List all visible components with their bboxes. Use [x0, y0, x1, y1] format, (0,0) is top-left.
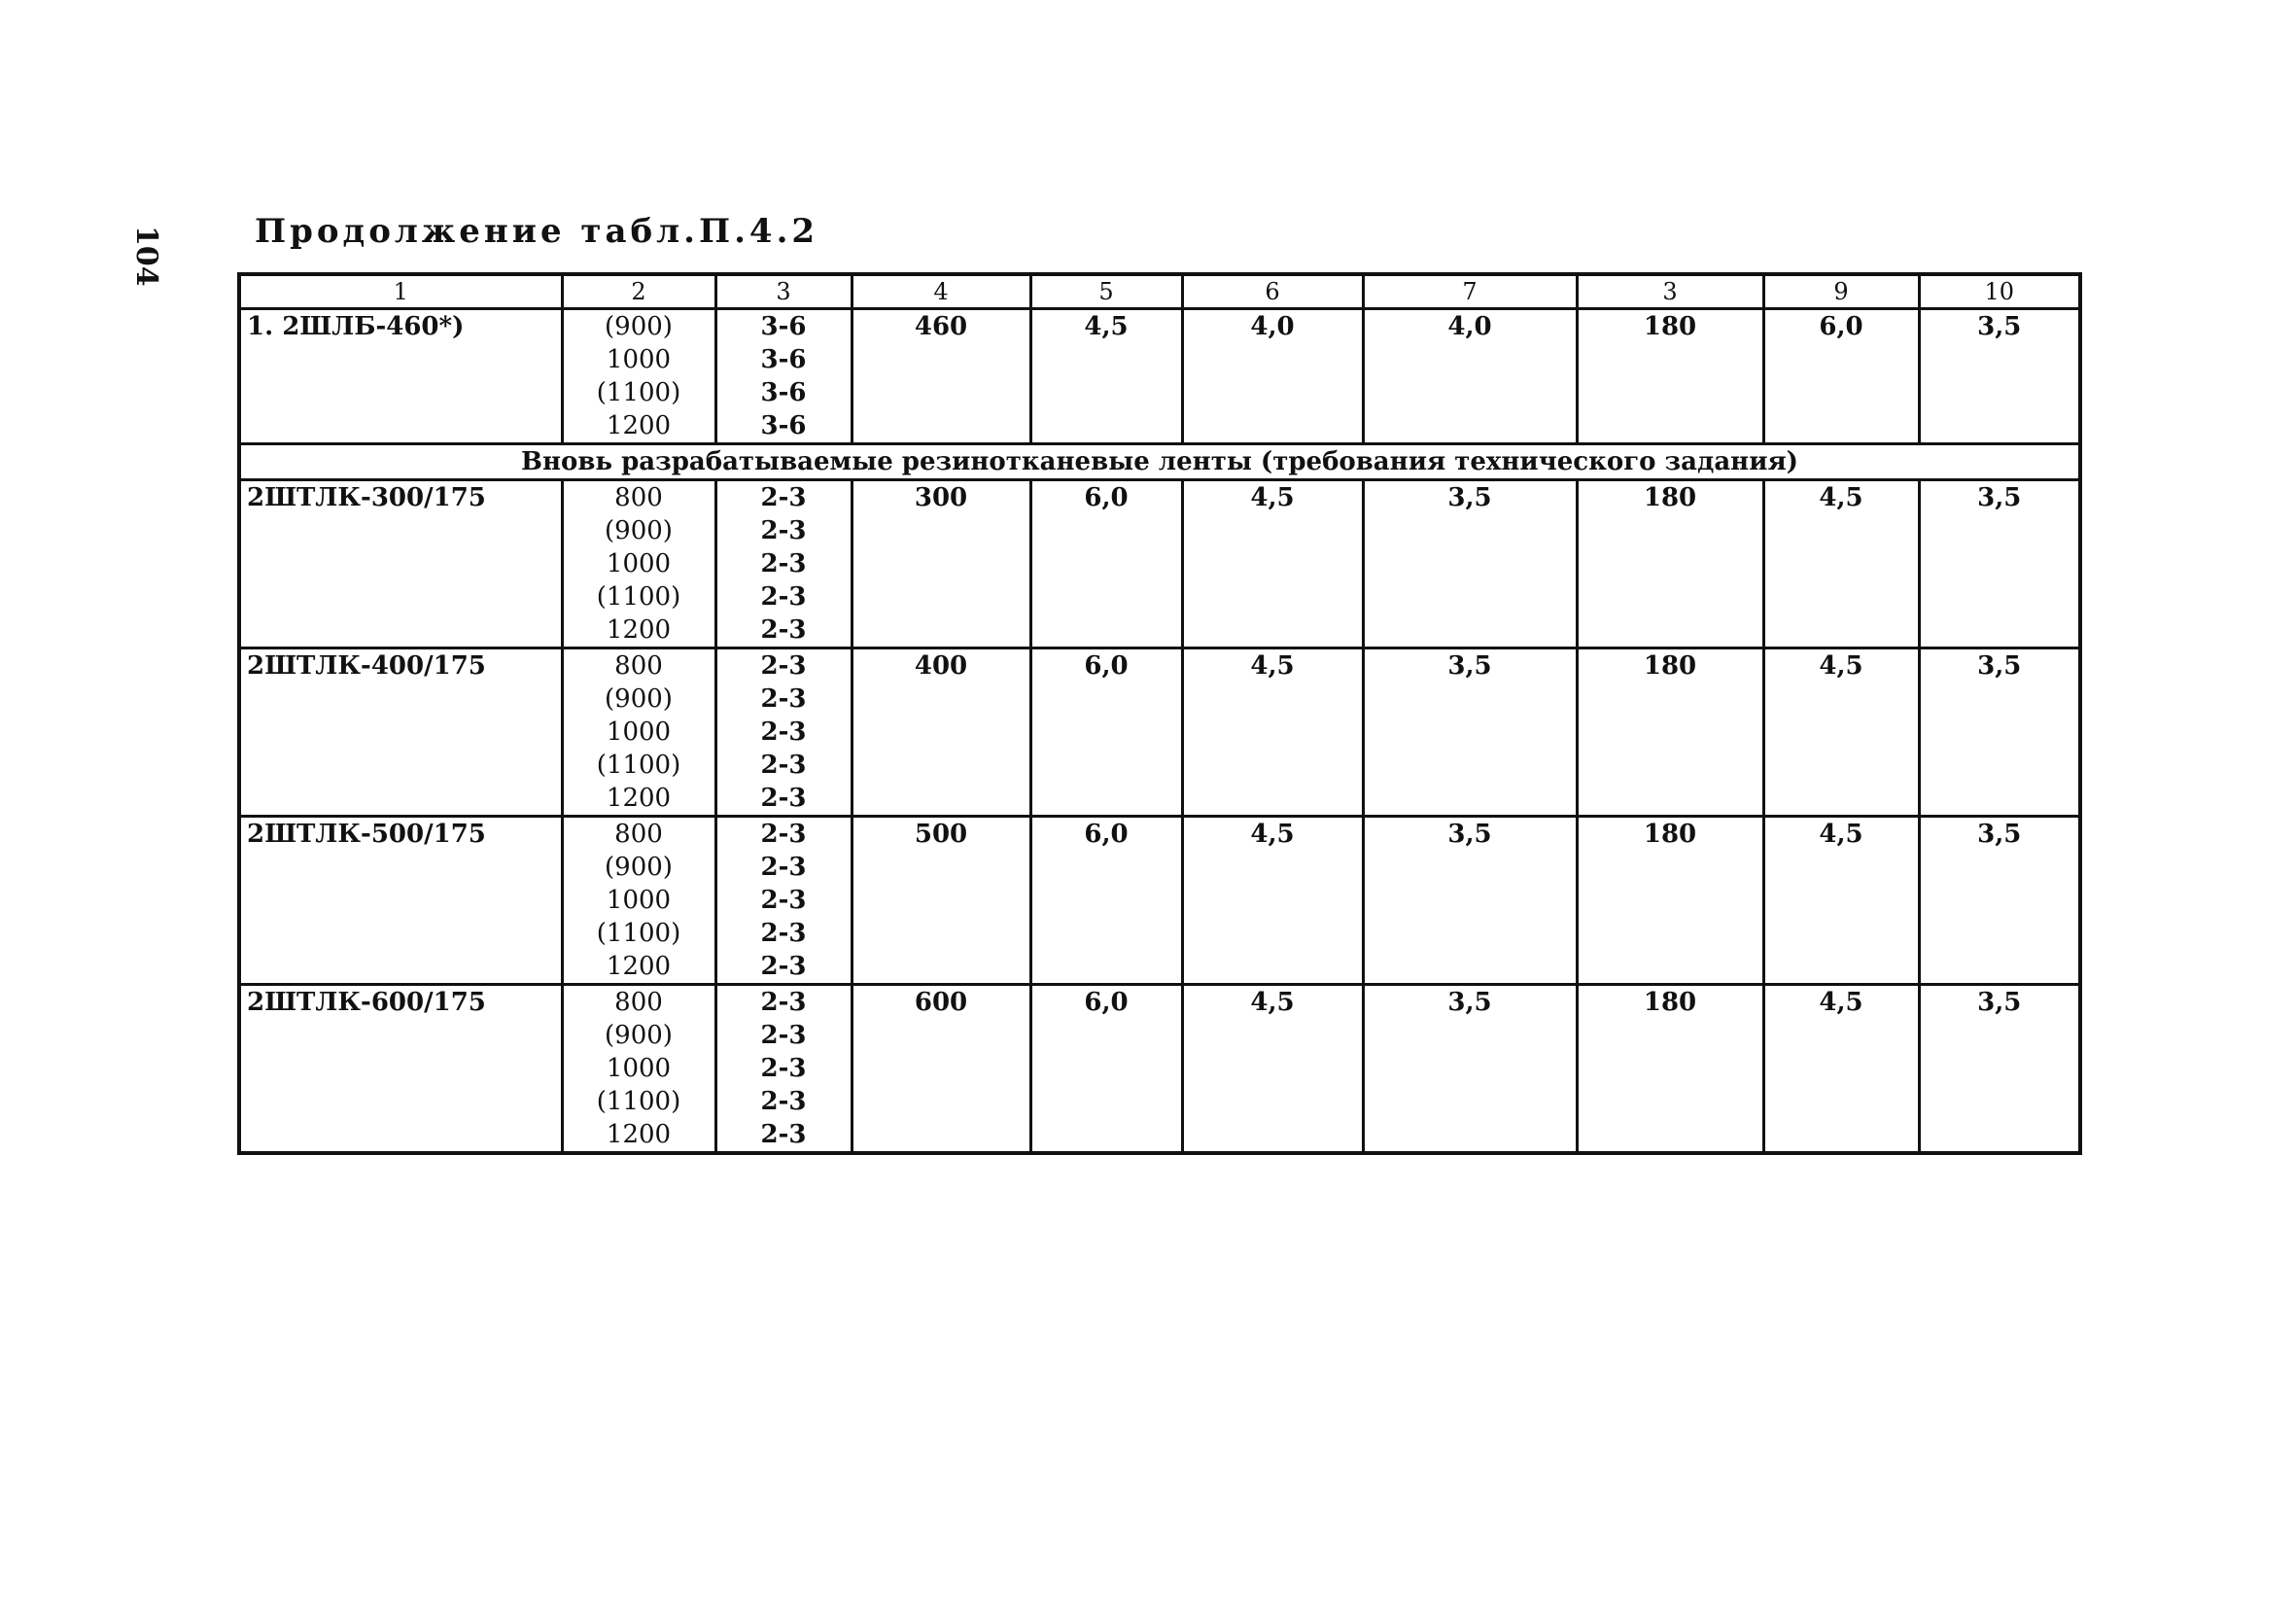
width-value: 1000	[606, 549, 672, 578]
cell-col6: 4,0	[1182, 309, 1363, 444]
plies-value: 2-3	[760, 886, 807, 915]
cell-col10: 3,5	[1919, 480, 2080, 648]
cell-col9: 4,5	[1763, 648, 1919, 817]
cell-col5: 4,5	[1030, 309, 1182, 444]
cell-col7: 3,5	[1363, 985, 1577, 1154]
plies-value: 2-3	[760, 1120, 807, 1149]
plies-value: 2-3	[760, 718, 807, 747]
cell-col9: 4,5	[1763, 817, 1919, 985]
widths-cell	[562, 480, 715, 648]
cell-col7: 4,0	[1363, 309, 1577, 444]
plies-value: 2-3	[760, 919, 807, 948]
plies-value: 2-3	[760, 1021, 807, 1050]
cell-col9: 4,5	[1763, 480, 1919, 648]
plies-value: 2-3	[760, 952, 807, 981]
width-value: 1000	[606, 345, 672, 374]
plies-value: 2-3	[760, 582, 807, 612]
cell-col4: 400	[852, 648, 1030, 817]
cell-col4: 600	[852, 985, 1030, 1154]
width-value: 1000	[606, 1054, 672, 1083]
widths-cell	[562, 817, 715, 985]
plies-cell	[715, 480, 852, 648]
widths-cell	[562, 985, 715, 1154]
data-table	[237, 272, 2082, 1155]
width-value: 1200	[606, 952, 672, 981]
plies-value: 3-6	[760, 378, 807, 407]
width-value: 1200	[606, 411, 672, 440]
belt-name-cell: 2ШТЛК-300/175	[239, 480, 562, 648]
plies-value: 2-3	[760, 1054, 807, 1083]
column-header: 6	[1182, 274, 1363, 309]
column-header: 3	[715, 274, 852, 309]
cell-col7: 3,5	[1363, 648, 1577, 817]
cell-col10: 3,5	[1919, 309, 2080, 444]
cell-col7: 3,5	[1363, 480, 1577, 648]
plies-value: 2-3	[760, 820, 807, 849]
cell-col4: 300	[852, 480, 1030, 648]
column-header: 2	[562, 274, 715, 309]
column-header: 3	[1577, 274, 1763, 309]
plies-value: 2-3	[760, 684, 807, 714]
plies-cell	[715, 817, 852, 985]
width-value: 1200	[606, 1120, 672, 1149]
width-value: 800	[614, 483, 663, 512]
section-title: Вновь разрабатываемые резинотканевые ленты (требования технического задания)	[239, 444, 2080, 480]
cell-col8: 180	[1577, 985, 1763, 1154]
cell-col5: 6,0	[1030, 985, 1182, 1154]
cell-col6: 4,5	[1182, 985, 1363, 1154]
cell-col10: 3,5	[1919, 648, 2080, 817]
width-value: (900)	[605, 1021, 673, 1050]
width-value: (1100)	[596, 378, 681, 407]
width-value: 1200	[606, 615, 672, 645]
width-value: (900)	[605, 684, 673, 714]
plies-cell	[715, 985, 852, 1154]
table-row	[239, 985, 2080, 1154]
width-value: (1100)	[596, 751, 681, 780]
belt-name-cell: 2ШТЛК-600/175	[239, 985, 562, 1154]
cell-col4: 500	[852, 817, 1030, 985]
plies-value: 3-6	[760, 411, 807, 440]
cell-col10: 3,5	[1919, 985, 2080, 1154]
widths-cell	[562, 309, 715, 444]
page-number: 104	[129, 226, 163, 287]
column-header: 9	[1763, 274, 1919, 309]
column-header: 10	[1919, 274, 2080, 309]
column-header: 1	[239, 274, 562, 309]
plies-value: 2-3	[760, 784, 807, 813]
cell-col5: 6,0	[1030, 817, 1182, 985]
width-value: (900)	[605, 853, 673, 882]
cell-col5: 6,0	[1030, 480, 1182, 648]
plies-value: 2-3	[760, 549, 807, 578]
cell-col6: 4,5	[1182, 648, 1363, 817]
cell-col8: 180	[1577, 480, 1763, 648]
plies-value: 2-3	[760, 651, 807, 681]
cell-col8: 180	[1577, 309, 1763, 444]
table-row	[239, 480, 2080, 648]
width-value: (900)	[605, 312, 673, 341]
cell-col6: 4,5	[1182, 817, 1363, 985]
cell-col9: 6,0	[1763, 309, 1919, 444]
column-header: 5	[1030, 274, 1182, 309]
width-value: (1100)	[596, 582, 681, 612]
table-row-first	[239, 309, 2080, 444]
width-value: (900)	[605, 516, 673, 545]
table-caption: Продолжение табл.П.4.2	[255, 212, 819, 251]
plies-value: 3-6	[760, 312, 807, 341]
plies-value: 2-3	[760, 853, 807, 882]
plies-value: 2-3	[760, 516, 807, 545]
cell-col9: 4,5	[1763, 985, 1919, 1154]
widths-cell	[562, 648, 715, 817]
width-value: 800	[614, 988, 663, 1017]
width-value: (1100)	[596, 1087, 681, 1116]
cell-col6: 4,5	[1182, 480, 1363, 648]
cell-col10: 3,5	[1919, 817, 2080, 985]
plies-value: 2-3	[760, 1087, 807, 1116]
column-header: 7	[1363, 274, 1577, 309]
plies-value: 3-6	[760, 345, 807, 374]
plies-value: 2-3	[760, 615, 807, 645]
table-row	[239, 648, 2080, 817]
cell-col8: 180	[1577, 648, 1763, 817]
width-value: 800	[614, 651, 663, 681]
belt-name-cell: 1. 2ШЛБ-460*)	[239, 309, 562, 444]
column-header: 4	[852, 274, 1030, 309]
plies-value: 2-3	[760, 751, 807, 780]
plies-cell	[715, 309, 852, 444]
width-value: 1000	[606, 718, 672, 747]
belt-name-cell: 2ШТЛК-400/175	[239, 648, 562, 817]
width-value: (1100)	[596, 919, 681, 948]
belt-name-cell: 2ШТЛК-500/175	[239, 817, 562, 985]
plies-value: 2-3	[760, 988, 807, 1017]
cell-col7: 3,5	[1363, 817, 1577, 985]
cell-col4: 460	[852, 309, 1030, 444]
width-value: 1000	[606, 886, 672, 915]
header-row	[239, 274, 2080, 309]
table-row	[239, 817, 2080, 985]
width-value: 800	[614, 820, 663, 849]
plies-value: 2-3	[760, 483, 807, 512]
cell-col8: 180	[1577, 817, 1763, 985]
section-row	[239, 444, 2080, 480]
width-value: 1200	[606, 784, 672, 813]
plies-cell	[715, 648, 852, 817]
cell-col5: 6,0	[1030, 648, 1182, 817]
